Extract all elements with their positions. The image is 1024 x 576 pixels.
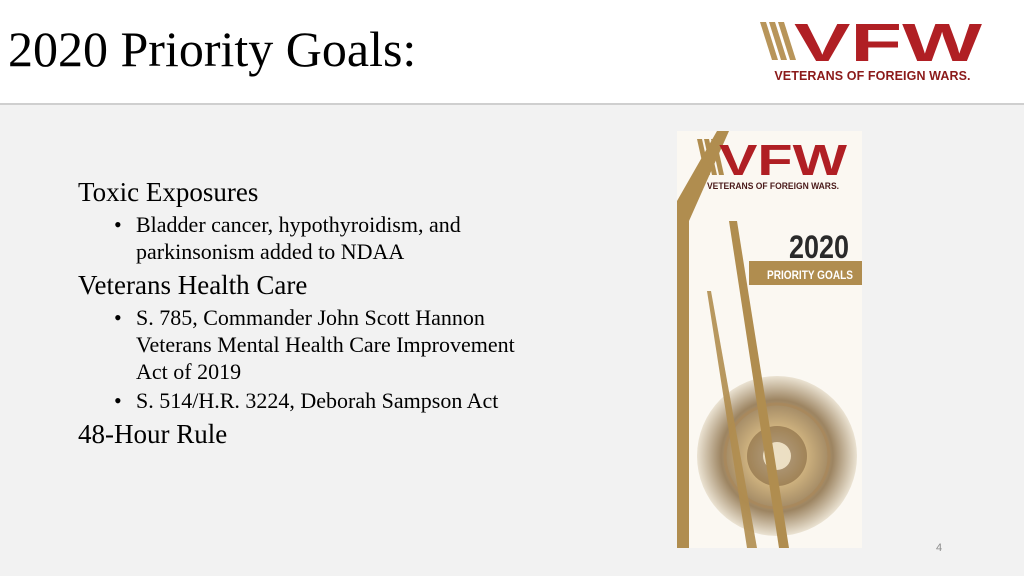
cover-banner: PRIORITY GOALS	[767, 268, 853, 282]
goal-heading-48-hour-rule: 48-Hour Rule	[78, 419, 228, 449]
bullet-icon: •	[114, 305, 122, 330]
goal-heading-toxic-exposures: Toxic Exposures	[78, 177, 259, 207]
cover-year: 2020	[789, 229, 849, 265]
cover-artwork	[677, 131, 862, 548]
goal-bullet-item	[78, 211, 548, 265]
goals-list	[78, 176, 548, 450]
bullet-icon: •	[114, 212, 122, 237]
page-number: 4	[936, 542, 943, 554]
bullet-text: S. 514/H.R. 3224, Deborah Sampson Act	[136, 388, 499, 413]
slide-header	[0, 0, 1024, 105]
bullet-text: Bladder cancer, hypothyroidism, and parkinsonism added to NDAA	[136, 212, 461, 264]
logo-subtitle: VETERANS OF FOREIGN WARS.	[774, 69, 971, 83]
cover-logo-text: VFW	[719, 136, 848, 185]
slide-title: 2020 Priority Goals:	[8, 21, 417, 77]
goal-bullet-item	[78, 304, 548, 385]
bullet-text: S. 785, Commander John Scott Hannon Veterans Mental Health Care Improvement Act of 2019	[136, 305, 515, 384]
cover-logo-subtitle: VETERANS OF FOREIGN WARS.	[707, 181, 839, 191]
goal-heading-veterans-health-care: Veterans Health Care	[78, 270, 308, 300]
logo-wordmark: VFW	[794, 20, 983, 73]
priority-goals-cover-image	[677, 131, 862, 548]
vfw-logo	[760, 20, 985, 86]
goal-bullet-item	[78, 387, 548, 414]
bullet-icon: •	[114, 388, 122, 413]
